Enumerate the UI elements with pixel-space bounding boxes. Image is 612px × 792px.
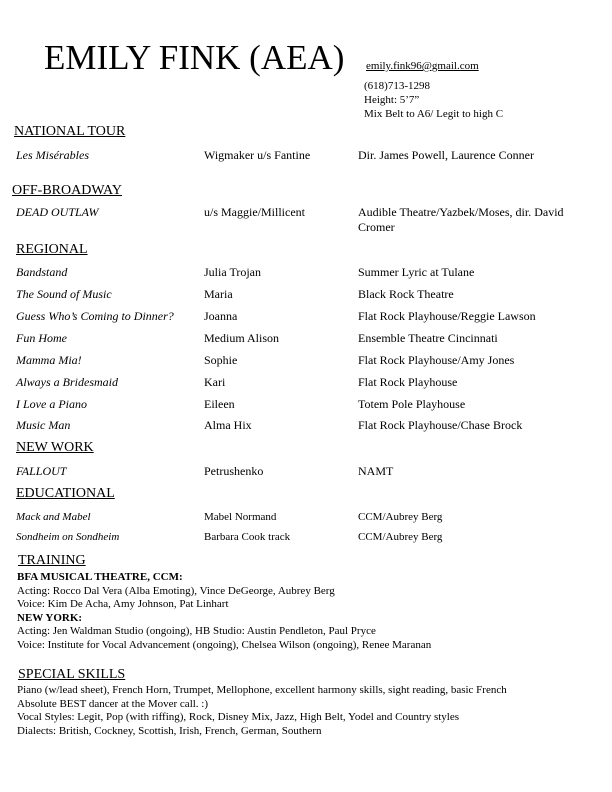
company: Flat Rock Playhouse/Reggie Lawson [358,309,536,323]
section-heading-training: TRAINING [18,553,86,568]
training-block [17,571,431,652]
show-title: Music Man [16,418,71,432]
company: Flat Rock Playhouse/Amy Jones [358,353,515,367]
company: CCM/Aubrey Berg [358,511,443,523]
contact-info [364,79,503,121]
role: Alma Hix [204,418,252,432]
skills-line: Absolute BEST dancer at the Mover call. :) [17,697,209,710]
role: Maria [204,287,233,301]
height: Height: 5’7” [364,94,420,106]
phone-number: (618)713-1298 [364,80,430,92]
role: Eileen [204,397,235,411]
section-heading-educational: EDUCATIONAL [16,486,115,501]
show-title: FALLOUT [16,464,67,478]
show-title: Fun Home [16,331,67,345]
role: Wigmaker u/s Fantine [204,148,311,162]
company: Black Rock Theatre [358,287,454,301]
section-heading-new-work: NEW WORK [16,440,94,455]
ny-acting-teachers: Acting: Jen Waldman Studio (ongoing), HB Studio: Austin Pendleton, Paul Pryce [17,625,376,637]
company: CCM/Aubrey Berg [358,531,443,543]
role: Barbara Cook track [204,531,291,543]
skills-block [17,684,507,738]
skills-line: Vocal Styles: Legit, Pop (with riffing), Rock, Disney Mix, Jazz, High Belt, Yodel and Country styles [17,711,460,723]
vocal-range: Mix Belt to A6/ Legit to high C [364,108,504,120]
company: NAMT [358,464,394,478]
section-heading-special-skills: SPECIAL SKILLS [18,667,126,682]
show-title: Mack and Mabel [16,511,91,523]
show-title: Les Misérables [16,148,89,162]
company: Audible Theatre/Yazbek/Moses, dir. David Cromer [358,205,564,234]
role: Petrushenko [204,464,264,478]
show-title: Sondheim on Sondheim [16,531,120,543]
company: Totem Pole Playhouse [358,397,466,411]
show-title: Bandstand [16,265,68,279]
role: Joanna [204,309,238,323]
section-heading-regional: REGIONAL [16,242,88,257]
bfa-program-title: BFA MUSICAL THEATRE, CCM: [17,571,183,583]
show-title: DEAD OUTLAW [16,205,99,219]
skills-line: Piano (w/lead sheet), French Horn, Trumpet, Mellophone, excellent harmony skills, sight reading, basic French [17,684,507,696]
role: u/s Maggie/Millicent [204,205,305,219]
role: Kari [204,375,226,389]
show-title: I Love a Piano [16,397,87,411]
role: Mabel Normand [204,511,277,523]
company: Dir. James Powell, Laurence Conner [358,148,534,162]
show-title: Always a Bridesmaid [16,375,118,389]
bfa-acting-teachers: Acting: Rocco Dal Vera (Alba Emoting), Vince DeGeorge, Aubrey Berg [17,584,335,597]
role: Medium Alison [204,331,280,345]
role: Julia Trojan [204,265,262,279]
company: Flat Rock Playhouse/Chase Brock [358,418,523,432]
company: Summer Lyric at Tulane [358,265,475,279]
company: Flat Rock Playhouse [358,375,458,389]
bfa-voice-teachers: Voice: Kim De Acha, Amy Johnson, Pat Linhart [17,598,229,610]
show-title: Guess Who’s Coming to Dinner? [16,309,174,323]
section-heading-off-broadway: OFF-BROADWAY [12,183,122,198]
role: Sophie [204,353,238,367]
ny-voice-teachers: Voice: Institute for Vocal Advancement (ongoing), Chelsea Wilson (ongoing), Renee Maranan [17,638,432,651]
section-heading-national-tour: NATIONAL TOUR [14,124,126,139]
new-york-title: NEW YORK: [17,611,83,624]
company: Ensemble Theatre Cincinnati [358,331,498,345]
resume-name: EMILY FINK (AEA) [44,38,345,77]
show-title: The Sound of Music [16,287,112,301]
show-title: Mamma Mia! [16,353,82,367]
email-link[interactable]: emily.fink96@gmail.com [366,60,479,72]
skills-line: Dialects: British, Cockney, Scottish, Irish, French, German, Southern [17,724,322,737]
